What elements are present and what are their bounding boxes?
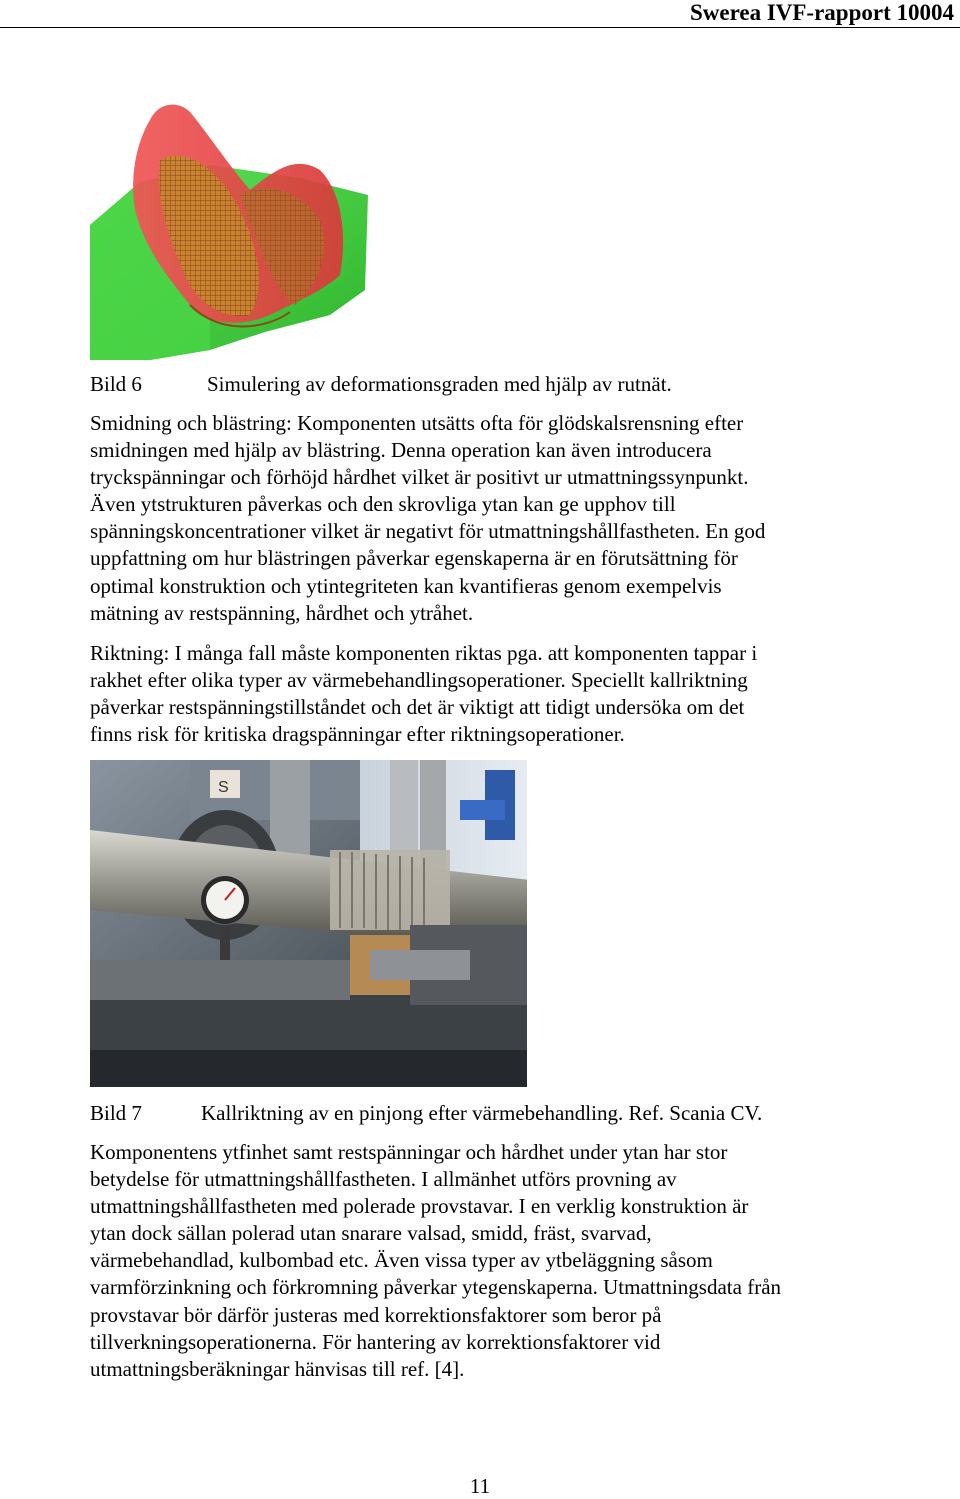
- paragraph-riktning: [90, 640, 880, 748]
- text-line: Riktning: I många fall måste komponenten riktas pga. att komponenten tappar i: [90, 641, 758, 665]
- simulation-figure: [90, 100, 370, 360]
- text-line: tryckspänningar och förhöjd hårdhet vilket är positivt ur utmattningssynpunkt.: [90, 465, 749, 490]
- straightening-photo: [90, 760, 527, 1087]
- report-header: Swerea IVF-rapport 10004: [689, 0, 954, 25]
- text-line: uppfattning om hur blästringen påverkar egenskaperna är en förutsättning för: [90, 546, 738, 571]
- figure-caption-text: Simulering av deformationsgraden med hjälp av rutnät.: [207, 372, 672, 396]
- figure-label: Bild 7: [90, 1101, 142, 1125]
- deformation-mesh-illustration: [90, 100, 370, 360]
- text-line: Smidning och blästring: Komponenten utsätts ofta för glödskalsrensning efter: [90, 411, 744, 435]
- text-line: provstavar bör därför justeras med korrektionsfaktorer som beror på: [90, 1302, 662, 1327]
- text-line: varmförzinkning och förkromning påverkar ytegenskaperna. Utmattningsdata från: [90, 1275, 782, 1300]
- text-line: utmattningsberäkningar hänvisas till ref. [4].: [90, 1356, 465, 1381]
- text-line: värmebehandlad, kulbombad etc. Även vissa typer av ytbeläggning såsom: [90, 1248, 713, 1273]
- paragraph-smidning: [90, 410, 880, 627]
- text-line: spänningskoncentrationer vilket är negativt för utmattningshållfastheten. En god: [90, 519, 766, 544]
- page-number: 11: [469, 1474, 491, 1498]
- header-rule: [0, 27, 960, 28]
- photo-tag-label: S: [218, 779, 229, 796]
- paragraph-ytfinhet: [90, 1139, 880, 1383]
- text-line: mätning av restspänning, hårdhet och ytråhet.: [90, 600, 474, 625]
- text-line: smidningen med hjälp av blästring. Denna operation kan även introducera: [90, 438, 712, 463]
- text-line: påverkar restspänningstillståndet och det är viktigt att tidigt undersöka om det: [90, 695, 745, 720]
- figure-caption: [90, 371, 672, 398]
- text-line: rakhet efter olika typer av värmebehandlingsoperationer. Speciellt kallriktning: [90, 668, 748, 693]
- text-line: optimal konstruktion och ytintegriteten kan kvantifieras genom exempelvis: [90, 573, 722, 598]
- figure-caption-text: Kallriktning av en pinjong efter värmebehandling. Ref. Scania CV.: [201, 1101, 763, 1125]
- figure-caption: [90, 1100, 762, 1127]
- text-line: Även ytstrukturen påverkas och den skrovliga ytan kan ge upphov till: [90, 492, 676, 517]
- figure-label: Bild 6: [90, 372, 142, 396]
- text-line: betydelse för utmattningshållfastheten. I allmänhet utförs provning av: [90, 1167, 677, 1192]
- text-line: Komponentens ytfinhet samt restspänningar och hårdhet under ytan har stor: [90, 1140, 728, 1164]
- text-line: ytan dock sällan polerad utan snarare valsad, smidd, fräst, svarvad,: [90, 1221, 652, 1246]
- text-line: finns risk för kritiska dragspänningar efter riktningsoperationer.: [90, 722, 625, 747]
- text-line: tillverkningsoperationerna. För hantering av korrektionsfaktorer vid: [90, 1329, 661, 1354]
- machine-photo-illustration: [90, 760, 527, 1087]
- text-line: utmattningshållfastheten med polerade provstavar. I en verklig konstruktion är: [90, 1194, 749, 1219]
